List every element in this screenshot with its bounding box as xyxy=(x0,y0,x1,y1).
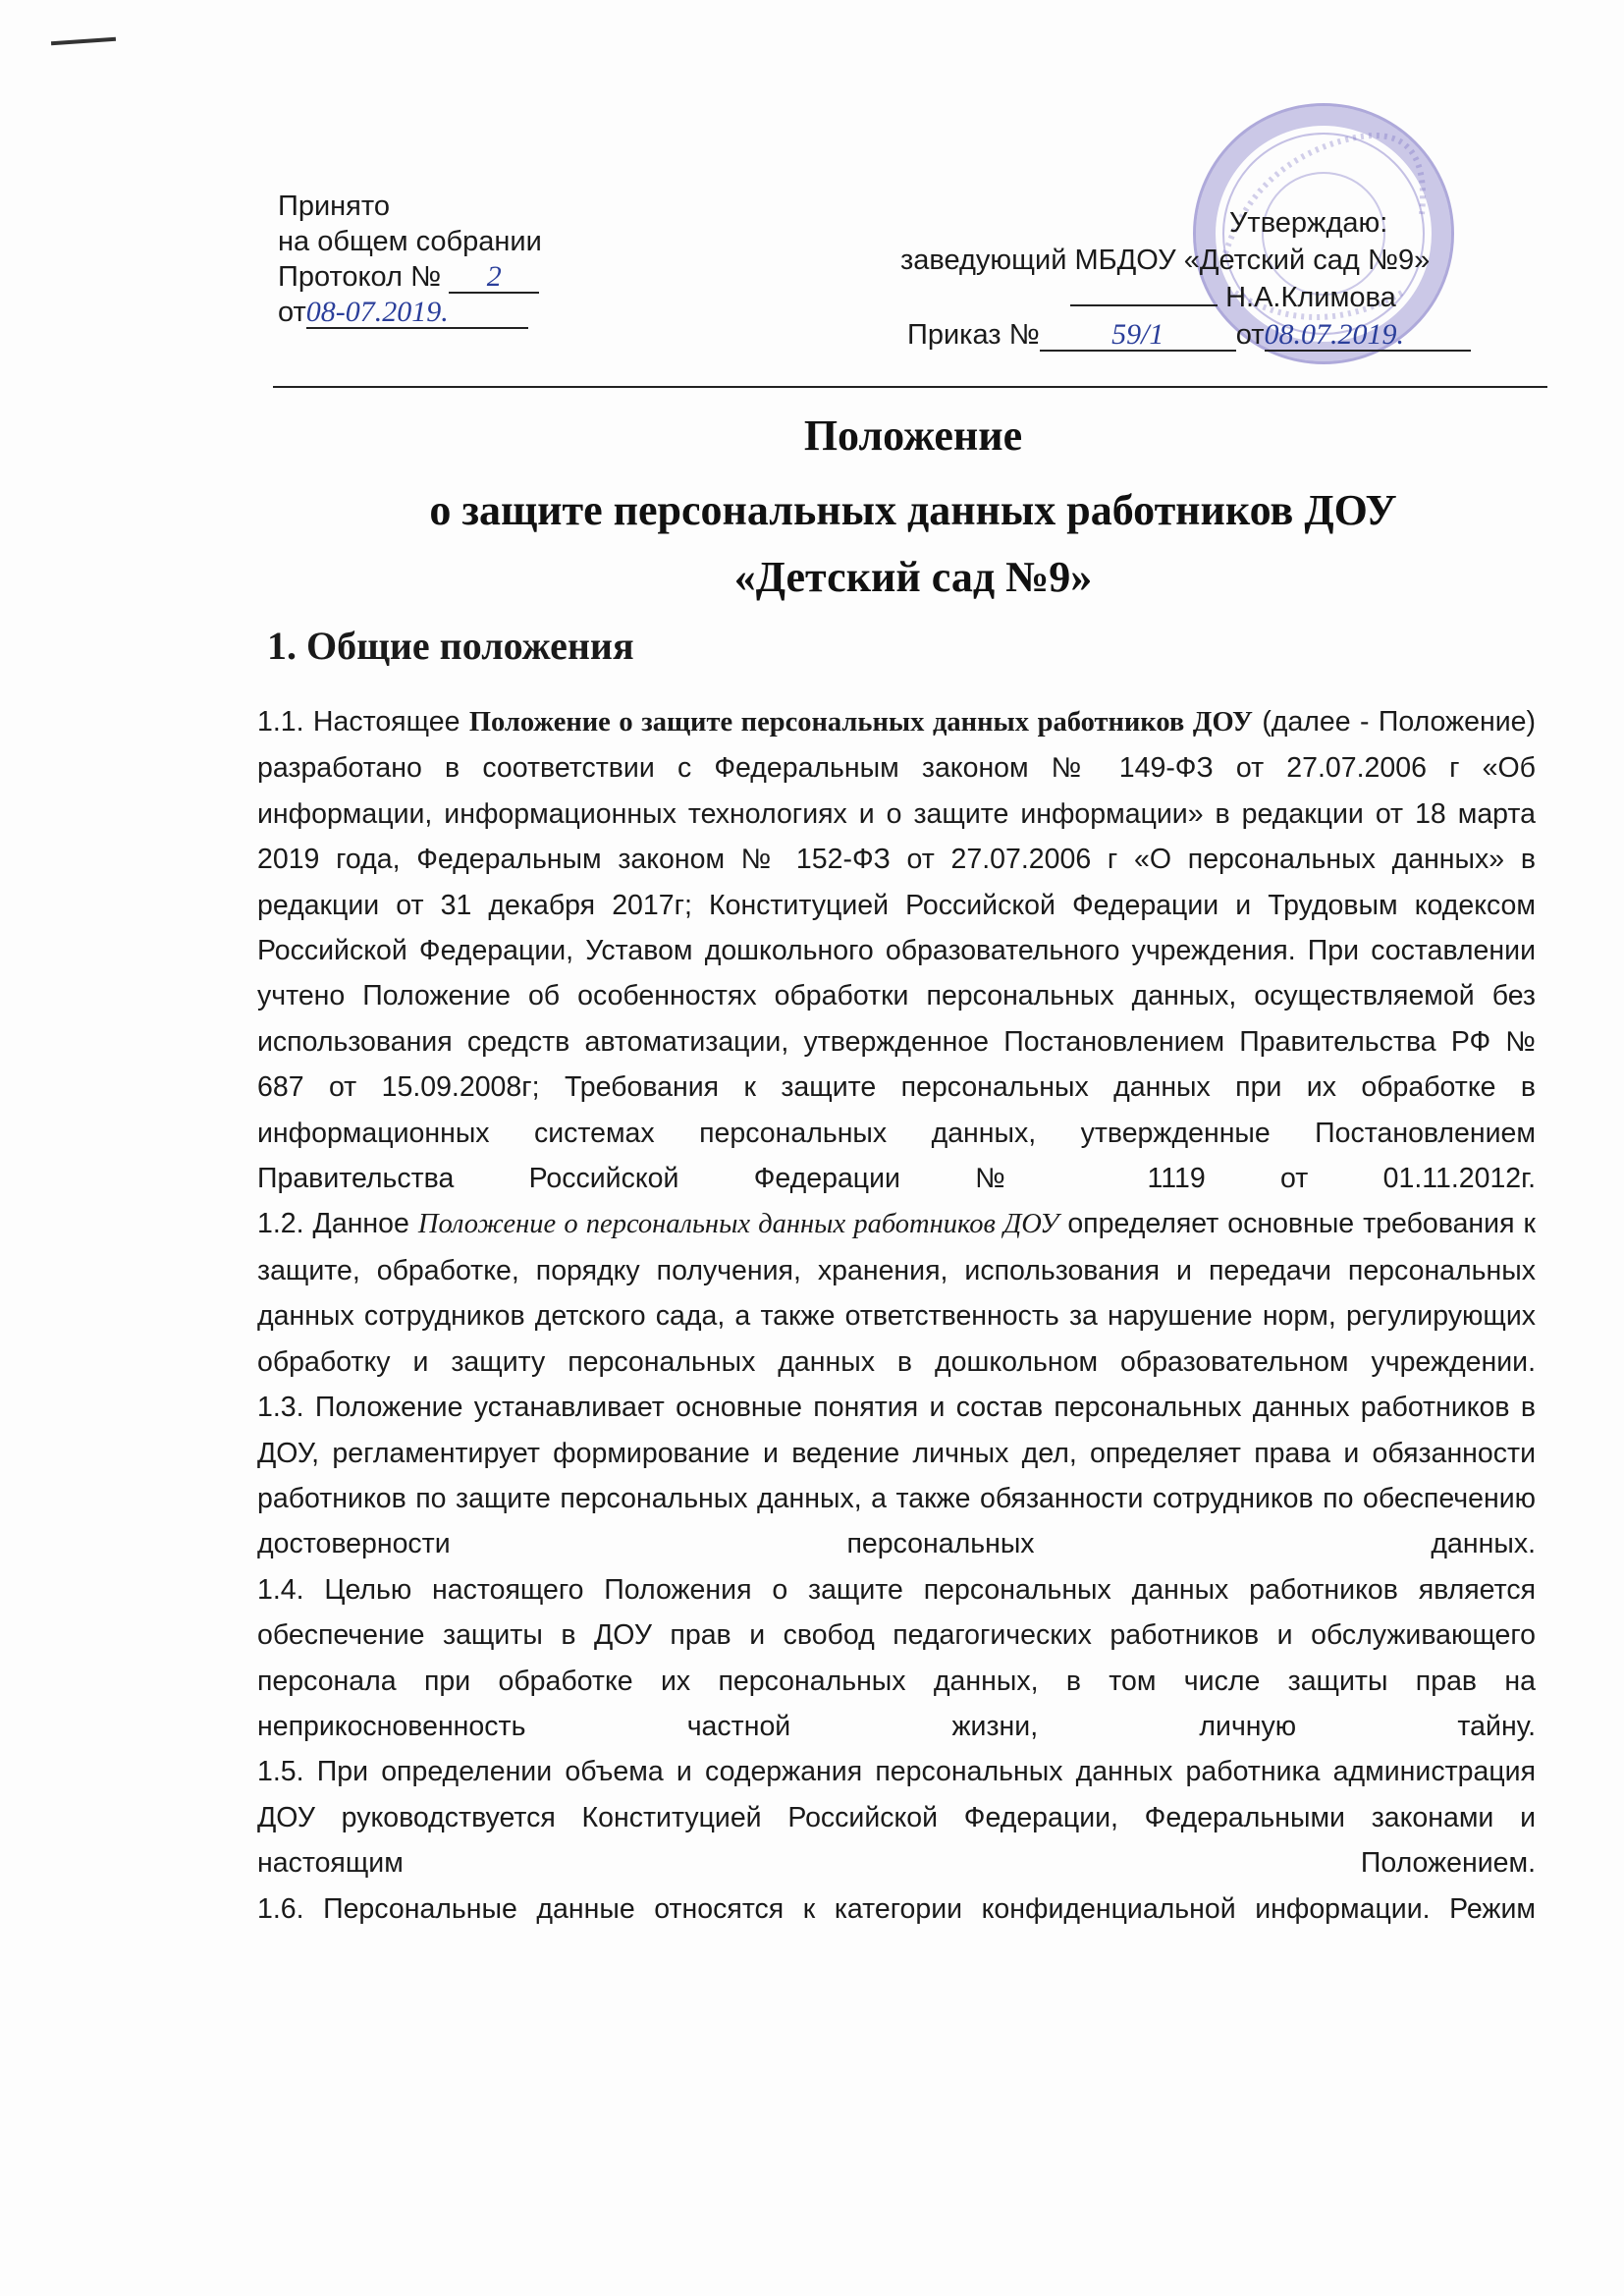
protocol-date: 08-07.2019. xyxy=(305,296,449,328)
protocol-date-line xyxy=(278,295,542,330)
order-date: 08.07.2019. xyxy=(1264,318,1405,351)
order-number: 59/1 xyxy=(1111,318,1164,351)
document-organization: «Детский сад №9» xyxy=(733,553,1093,601)
document-subtitle: о защите персональных данных работников ДОУ xyxy=(429,486,1397,534)
paragraph-1-2-doc-name: Положение о персональных данных работников ДОУ xyxy=(417,1209,1059,1240)
document-body xyxy=(257,699,1536,1932)
accepted-block xyxy=(278,189,542,330)
header-separator xyxy=(273,386,1547,388)
protocol-number-field xyxy=(449,262,539,294)
order-label: Приказ № xyxy=(907,319,1040,351)
signature-line xyxy=(903,279,1471,316)
meeting-label: на общем собрании xyxy=(278,226,542,257)
protocol-number: 2 xyxy=(486,260,502,293)
paragraph-1-1-doc-name: Положение о защите персональных данных работников ДОУ xyxy=(468,707,1253,738)
protocol-label: Протокол № xyxy=(278,261,442,293)
paragraph-1-5: 1.5. При определении объема и содержания персональных данных работника администрация ДОУ руководствуется Конституцией Российской Федерации, Федеральными законами и настоящим Положением. xyxy=(257,1756,1536,1880)
paragraph-1-1-prefix: 1.1. Настоящее xyxy=(257,706,469,738)
order-number-field xyxy=(1040,320,1236,352)
protocol-date-field xyxy=(306,298,528,329)
document-title: Положение xyxy=(803,411,1023,460)
approver-name: Н.А.Климова xyxy=(1225,282,1396,313)
paragraph-1-2-text: определяет основные требования к защите, обработке, порядку получения, хранения, использования и передачи персональных данных сотрудников детского сада, а также ответственность за нарушение норм, регулирующих обработку и защиту персональных данных в дошкольном образовательном учреждении. xyxy=(257,1208,1536,1378)
order-date-label: от xyxy=(1235,319,1265,351)
paragraph-1-2-prefix: 1.2. Данное xyxy=(257,1208,418,1240)
accepted-label: Принято xyxy=(278,191,390,222)
order-date-field xyxy=(1265,320,1471,352)
paragraph-1-4: 1.4. Целью настоящего Положения о защите персональных данных работников является обеспечение защиты в ДОУ прав и свобод педагогических работников и обслуживающего персонала при обработке их персональных данных, в том числе защиты прав на неприкосновенность частной жизни, личную тайну. xyxy=(257,1573,1536,1742)
approve-block xyxy=(900,204,1471,354)
scan-mark xyxy=(51,37,116,46)
approve-label: Утверждаю: xyxy=(1229,207,1388,239)
section-heading: 1. Общие положения xyxy=(267,624,634,668)
paragraph-1-1-text: (далее - Положение) разработано в соответствии с Федеральным законом № 149-ФЗ от 27.07.2006 г «Об информации, информационных технологиях и о защите информации» в редакции от 18 марта 2019 года, Федеральным законом № 152-ФЗ от 27.07.2006 г «О персональных данных» в редакции от 31 декабря 2017г; Конституцией Российской Федерации и Трудовым кодексом Российской Федерации, Уставом дошкольного образовательного учреждения. При составлении учтено Положение об особенностях обработки персональных данных, осуществляемой без использования средств автоматизации, утвержденное Постановлением Правительства РФ № 687 от 15.09.2008г; Требования к защите персональных данных при их обработке в информационных системах персональных данных, утвержденные Постановлением Правительства Российской Федерации № 1119 от 01.11.2012г. xyxy=(257,706,1536,1195)
approver-position: заведующий МБДОУ «Детский сад №9» xyxy=(900,245,1431,276)
paragraph-1-6: 1.6. Персональные данные относятся к категории конфиденциальной информации. Режим xyxy=(257,1892,1536,1925)
paragraph-1-2 xyxy=(257,1201,1536,1385)
signature-field xyxy=(1070,304,1218,306)
order-line xyxy=(907,316,1471,354)
protocol-line xyxy=(278,259,542,295)
protocol-date-label: от xyxy=(278,297,306,328)
paragraph-1-3: 1.3. Положение устанавливает основные понятия и состав персональных данных работников в ДОУ, регламентирует формирование и ведение личных дел, определяет права и обязанности работников по защите персональных данных, а также обязанности сотрудников по обеспечению достоверности персональных данных. xyxy=(257,1392,1536,1560)
paragraph-1-1 xyxy=(257,699,1536,1201)
